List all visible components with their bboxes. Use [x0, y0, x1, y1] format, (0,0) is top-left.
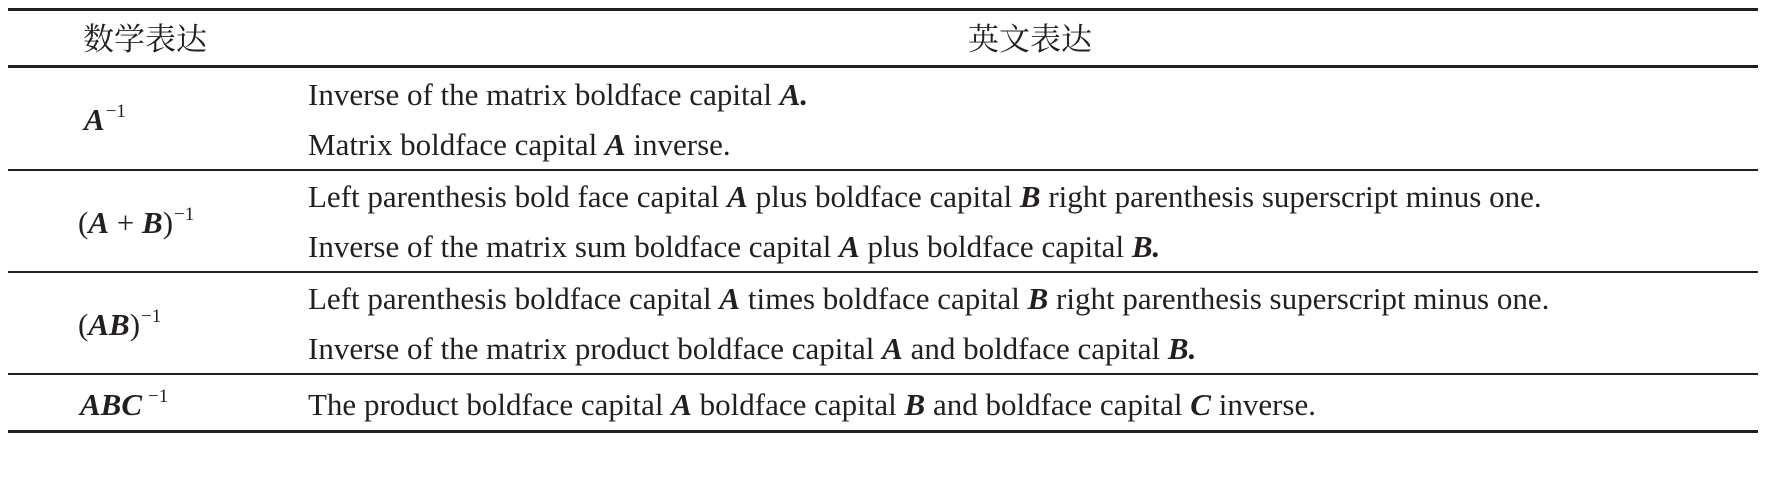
english-expression-line: Inverse of the matrix boldface capital A.: [308, 77, 809, 112]
math-expression-a-inverse: $A^{-1}$: [84, 101, 126, 137]
math-expression-abc-inverse: ABC $^{-1}$: [80, 386, 169, 422]
english-expression-line: Inverse of the matrix product boldface capital A and boldface capital B.: [308, 331, 1197, 366]
math-expression-product-inverse: (AB)$^{-1}$: [78, 306, 162, 342]
english-expression-line: Inverse of the matrix sum boldface capital A plus boldface capital B.: [308, 229, 1161, 264]
table-top-rule: [8, 8, 1758, 11]
row-divider: [8, 169, 1758, 171]
header-math-expression: 数学表达: [83, 22, 207, 58]
math-expression-sum-inverse: $(A + B)^{-1}$: [78, 204, 195, 240]
english-expression-line: Matrix boldface capital A inverse.: [308, 127, 731, 162]
header-rule: [8, 65, 1758, 68]
english-expression-line: The product boldface capital A boldface capital B and boldface capital C inverse.: [308, 387, 1317, 422]
english-expression-line: Left parenthesis boldface capital A times boldface capital B right parenthesis superscript minus one.: [308, 281, 1550, 316]
table-bottom-rule: [8, 430, 1758, 433]
row-divider: [8, 271, 1758, 273]
english-expression-line: Left parenthesis bold face capital A plus boldface capital B right parenthesis superscript minus one.: [308, 179, 1542, 214]
header-english-expression: 英文表达: [968, 22, 1092, 58]
row-divider: [8, 373, 1758, 375]
